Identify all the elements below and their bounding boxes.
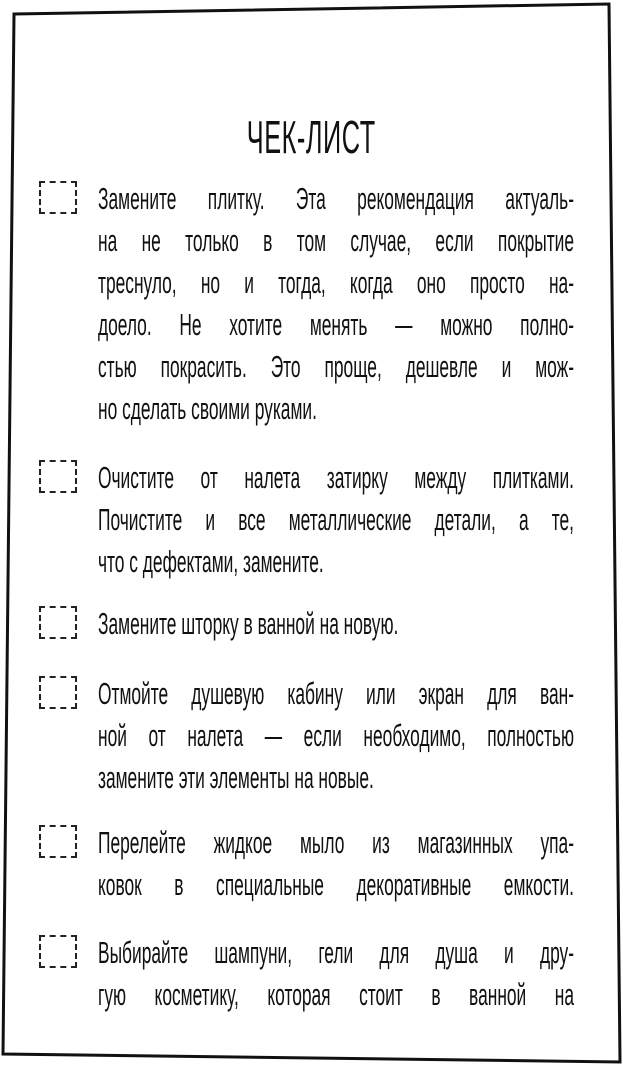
text-line: ковок в специальные декоративные емкости.: [98, 867, 574, 902]
checklist-item-text: [98, 673, 574, 799]
checkbox-icon[interactable]: [39, 825, 77, 858]
text-line: Перелейте жидкое мыло из магазинных упа-: [98, 825, 574, 860]
checklist-item-text: [98, 178, 574, 430]
checkbox-icon[interactable]: [39, 181, 77, 214]
text-line: ной от налета — если необходимо, полностью: [98, 718, 574, 753]
checklist-item-text: [98, 932, 574, 1016]
text-line: замените эти элементы на новые.: [98, 760, 374, 795]
checklist-item-text: [98, 457, 574, 583]
checklist-item-text: [98, 822, 574, 906]
text-line: Отмойте душевую кабину или экран для ван-: [98, 676, 574, 711]
text-line: но сделать своими руками.: [98, 391, 317, 426]
text-line: доело. Не хотите менять — можно полно-: [98, 307, 574, 342]
text-line: Замените шторку в ванной на новую.: [98, 606, 399, 641]
text-line: гую косметику, которая стоит в ванной на: [98, 977, 574, 1012]
text-line: на не только в том случае, если покрытие: [98, 223, 574, 258]
checkbox-icon[interactable]: [39, 935, 77, 968]
text-line: Замените плитку. Эта рекомендация актуаль-: [98, 181, 574, 216]
text-line: Почистите и все металлические детали, а те,: [98, 502, 574, 537]
checkbox-icon[interactable]: [39, 606, 77, 639]
checklist-item-text: [98, 603, 574, 645]
text-line: треснуло, но и тогда, когда оно просто на-: [98, 265, 574, 300]
checkbox-icon[interactable]: [39, 460, 77, 493]
text-line: Выбирайте шампуни, гели для душа и дру-: [98, 935, 574, 970]
text-line: стью покрасить. Это проще, дешевле и мож-: [98, 349, 574, 384]
checkbox-icon[interactable]: [39, 676, 77, 709]
text-line: Очистите от налета затирку между плитками.: [98, 460, 574, 495]
page-title: ЧЕК-ЛИСТ: [246, 110, 376, 163]
text-line: что с дефектами, замените.: [98, 544, 324, 579]
